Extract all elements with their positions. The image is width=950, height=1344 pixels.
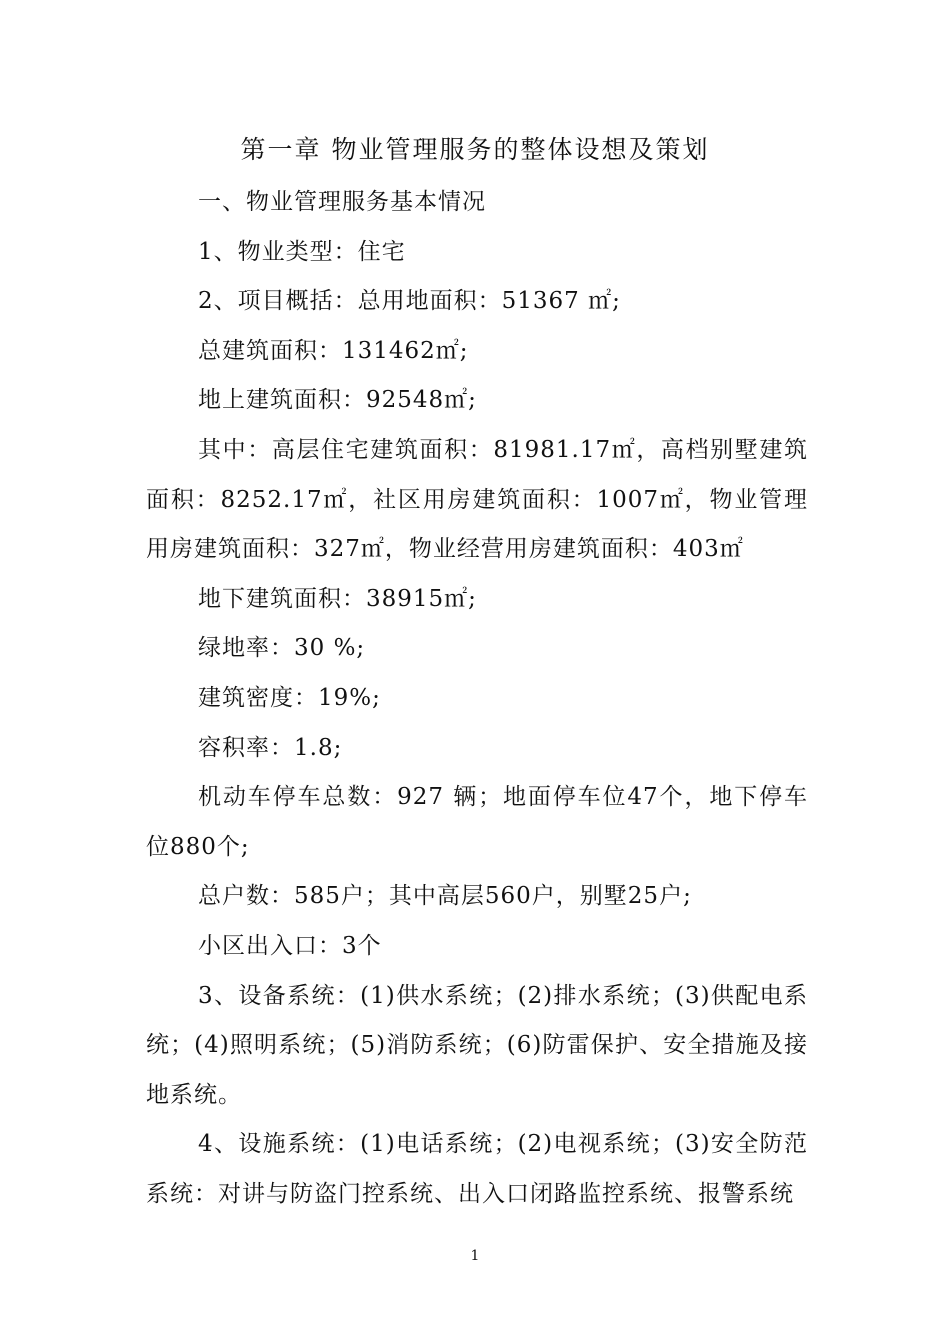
paragraph-entrances: 小区出入口：3个 (198, 932, 382, 959)
section-heading: 一、物业管理服务基本情况 (198, 189, 486, 215)
paragraph-parking: 机动车停车总数：927 辆；地面停车位47个，地下停车位880个; (146, 784, 808, 860)
paragraph-above-ground-area: 地上建筑面积：92548㎡; (198, 387, 477, 414)
paragraph-green-ratio: 绿地率：30 %; (198, 635, 366, 662)
paragraph-facility-systems: 4、设施系统：(1)电话系统；(2)电视系统；(3)安全防范系统：对讲与防盗门控系统、出入口闭路监控系统、报警系统 (146, 1131, 808, 1207)
paragraph-project-summary: 2、项目概括：总用地面积：51367 ㎡; (198, 288, 621, 315)
paragraph-underground-area: 地下建筑面积：38915㎡; (198, 585, 477, 612)
paragraph-building-density: 建筑密度：19%; (198, 684, 381, 711)
chapter-title: 第一章 物业管理服务的整体设想及策划 (240, 135, 710, 164)
document-body (146, 178, 808, 1219)
paragraph-property-type: 1、物业类型：住宅 (198, 238, 406, 265)
page-number: 1 (470, 1248, 480, 1264)
paragraph-equipment-systems: 3、设备系统：(1)供水系统；(2)排水系统；(3)供配电系统；(4)照明系统；(5)消防系统；(6)防雷保护、安全措施及接地系统。 (146, 982, 808, 1108)
paragraph-plot-ratio: 容积率：1.8; (198, 734, 343, 761)
paragraph-total-building-area: 总建筑面积：131462㎡; (198, 337, 469, 364)
paragraph-area-breakdown: 其中：高层住宅建筑面积：81981.17㎡，高档别墅建筑面积：8252.17㎡，社区用房建筑面积：1007㎡，物业管理用房建筑面积：327㎡，物业经营用房建筑面积：403㎡ (146, 436, 808, 563)
paragraph-households: 总户数：585户；其中高层560户，别墅25户; (198, 883, 692, 910)
